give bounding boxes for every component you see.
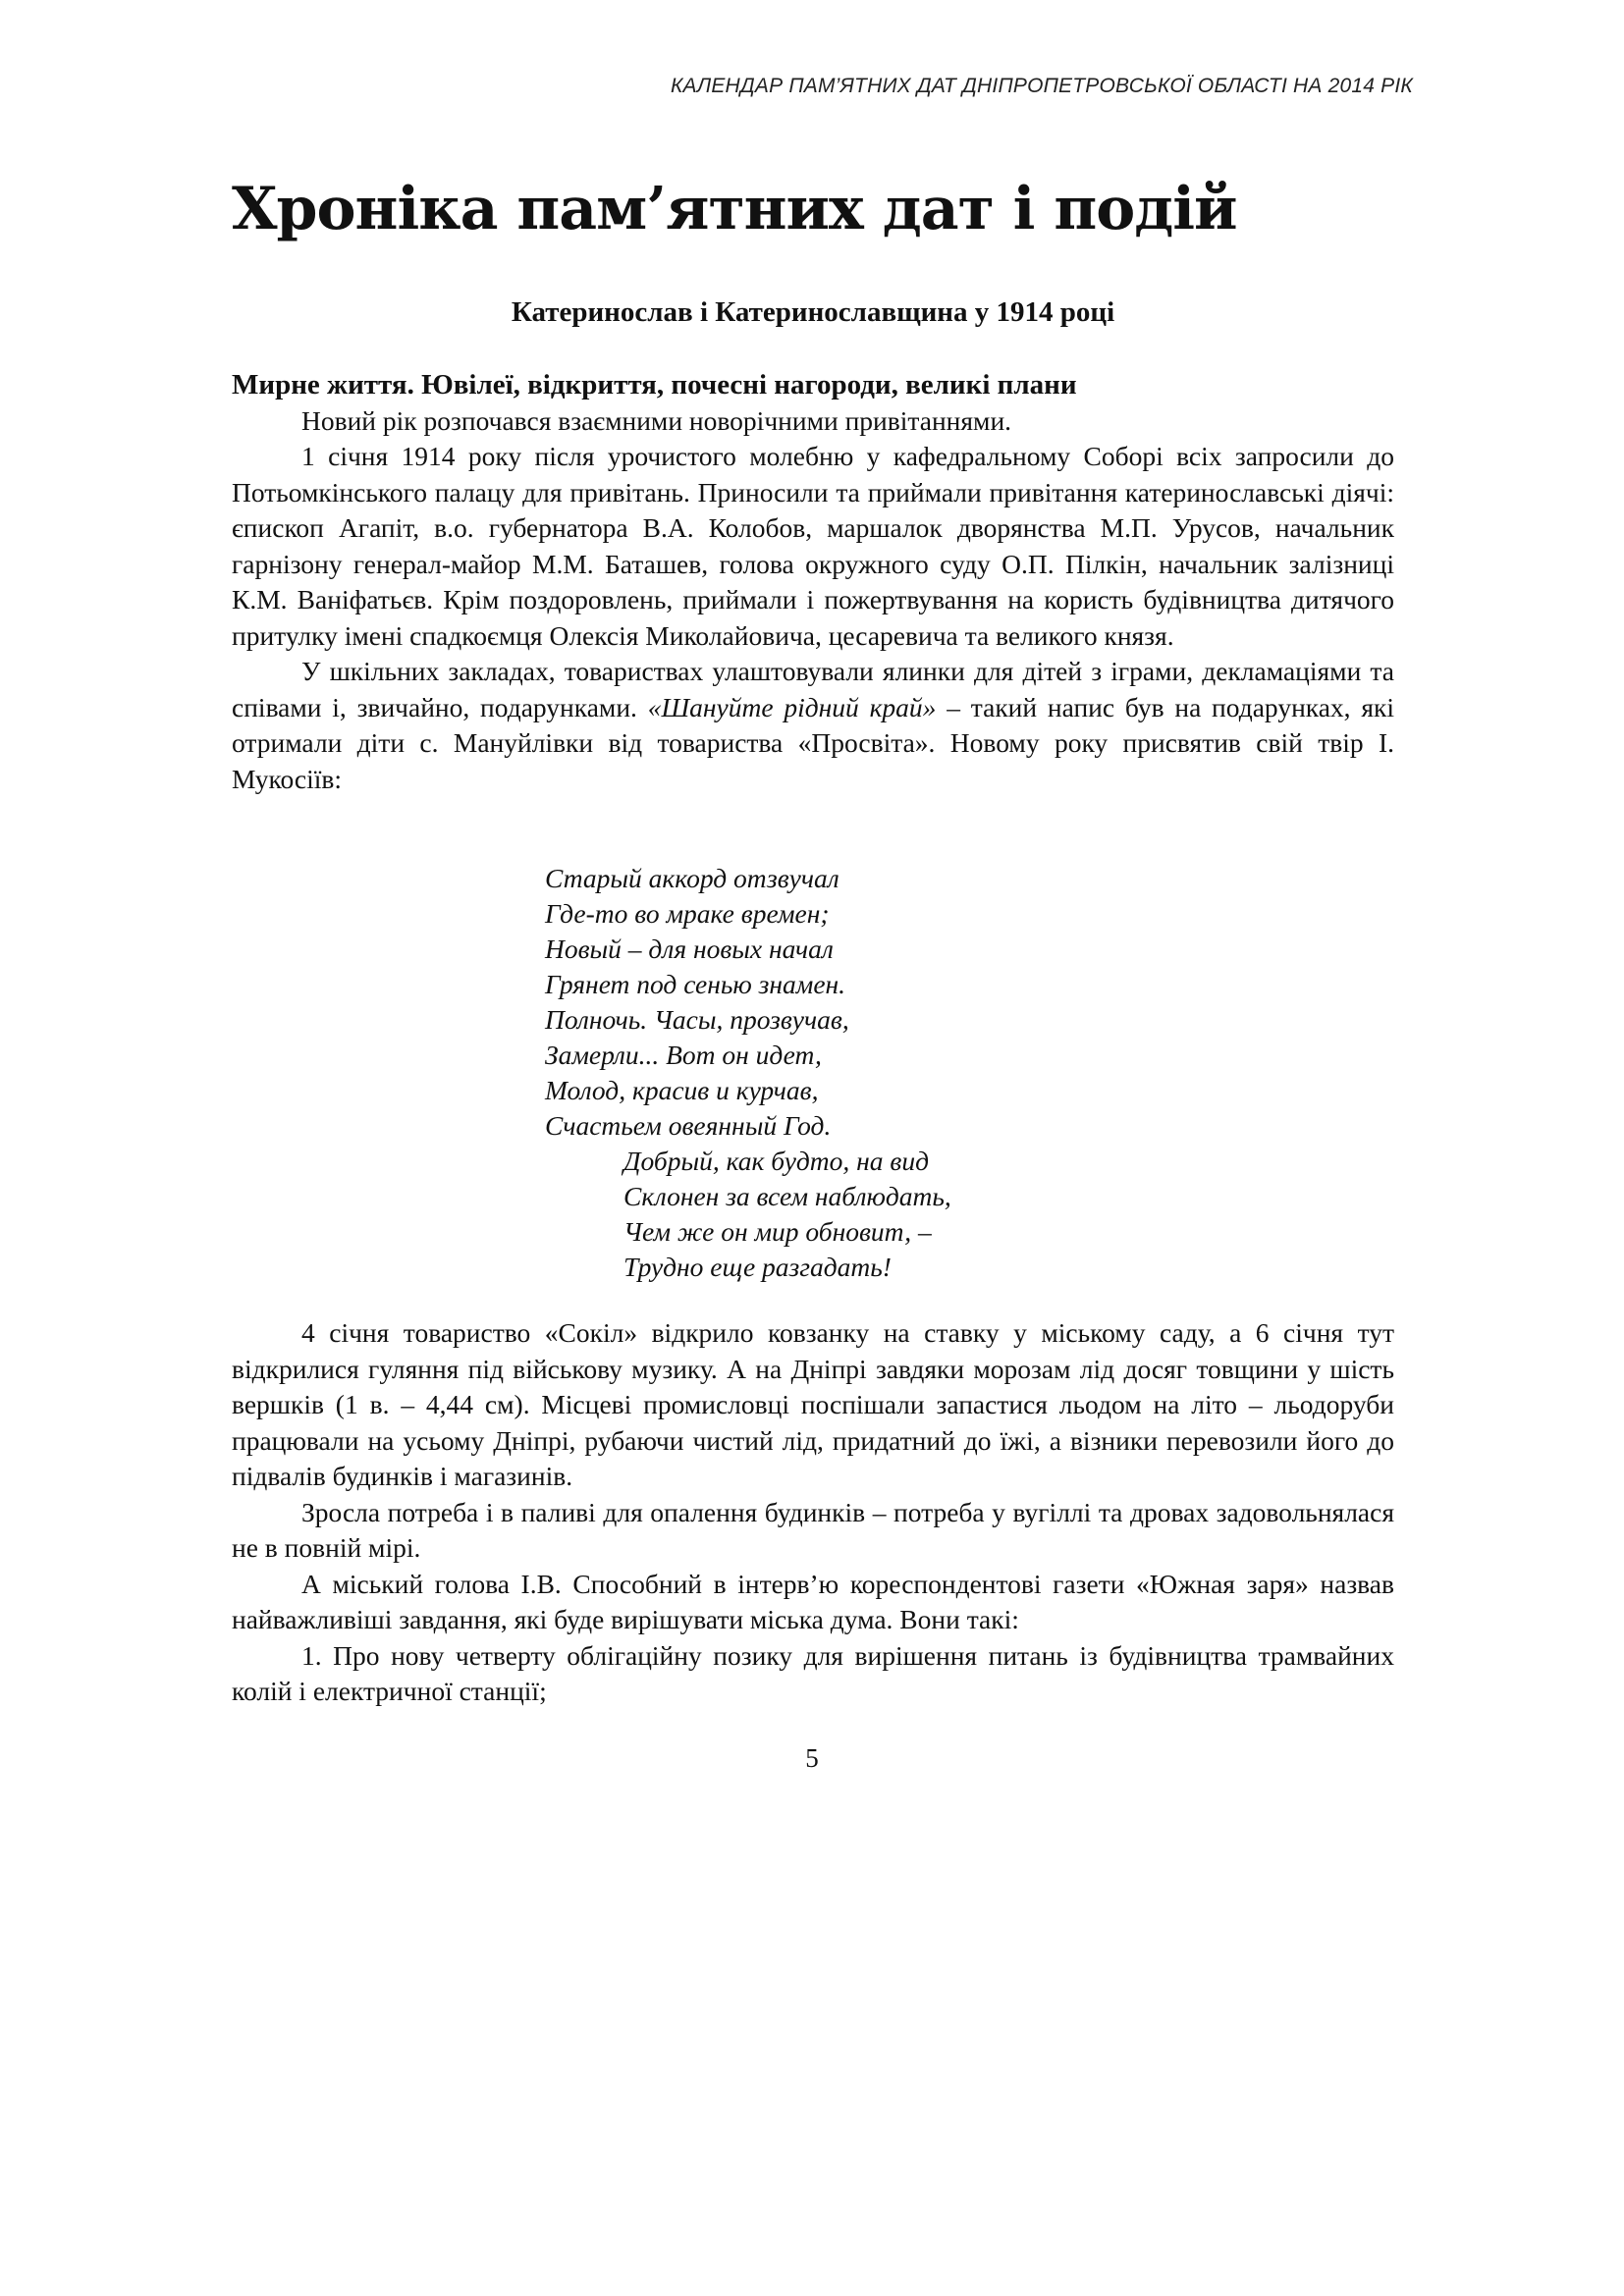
poem [545,861,951,1285]
poem-line: Новый – для новых начал [545,934,834,964]
running-header: КАЛЕНДАР ПАМ’ЯТНИХ ДАТ ДНІПРОПЕТРОВСЬКОЇ ОБЛАСТІ НА 2014 РІК [670,75,1413,97]
poem-line: Грянет под сенью знамен. [545,969,846,999]
paragraph-text: У шкільних закладах, товариствах улаштовували ялинки для дітей з іграми, декламаціями та співами і, звичайно, подарунками. [232,656,1394,722]
page-number: 5 [805,1743,819,1773]
paragraph-yalynky [232,654,1394,797]
poem-line: Замерли... Вот он идет, [545,1040,822,1070]
poem-line: Где-то во мраке времен; [545,898,830,929]
page-title: Хроніка пам’ятних дат і подій [232,175,1237,243]
text-block-after-poem [232,1315,1394,1710]
poem-line: Полночь. Часы, прозвучав, [545,1004,849,1035]
paragraph: Зросла потреба і в паливі для опалення будинків – потреба у вугіллі та дровах задовольнялася не в повній мірі. [232,1496,1394,1563]
paragraph: 4 січня товариство «Сокіл» відкрило ковзанку на ставку у міському саду, а 6 січня тут відкрилися гуляння під військову музику. А на Дніпрі завдяки морозам лід досяг товщини у шість вершків (1 в. – 4,44 см). Місцеві промисловці поспішали запастися льодом на літо – льодоруби працювали на усьому Дніпрі, рубаючи чистий лід, придатний до їжі, а візники перевозили його до підвалів будинків і магазинів. [232,1317,1394,1491]
poem-line-indented: Добрый, как будто, на вид [623,1146,929,1176]
paragraph: 1. Про нову четверту облігаційну позику для вирішення питань із будівництва трамвайних колій і електричної станції; [232,1639,1394,1706]
paragraph: 1 січня 1914 року після урочистого молебню у кафедральному Соборі всіх запросили до Потьомкінського палацу для привітань. Приносили та приймали привітання катеринославські діячі: єпископ Агапіт, в.о. губернатора В.А. Колобов, маршалок дворянства М.П. Урусов, начальник гарнізону генерал-майор М.М. Баташев, голова окружного суду О.П. Пілкін, начальник залізниці К.М. Ваніфатьєв. Крім поздоровлень, приймали і пожертвування на користь будівництва дитячого притулку імені спадкоємця Олексія Миколайовича, цесаревича та великого князя. [232,441,1394,651]
poem-line-indented: Чем же он мир обновит, – [623,1216,932,1247]
poem-line: Счастьем овеянный Год. [545,1110,832,1141]
italic-quote: «Шануйте рідний край» [647,691,937,722]
paragraph: А міський голова І.В. Способний в інтерв’ю кореспондентові газети «Южная заря» назвав найважливіші завдання, які буде вирішувати міська дума. Вони такі: [232,1568,1394,1634]
text-block-before-poem [232,367,1394,797]
paragraph-text: – такий напис був на подарунках, які отримали діти с. Мануйлівки від товариства «Просвіта». Новому року присвятив свій твір І. Мукосіїв: [232,691,1394,794]
poem-line: Старый аккорд отзвучал [545,863,839,893]
subsection-title: Мирне життя. Ювілеї, відкриття, почесні нагороди, великі плани [232,369,1077,400]
paragraph: Новий рік розпочався взаємними новорічними привітаннями. [301,404,1012,436]
poem-line-indented: Склонен за всем наблюдать, [623,1181,951,1211]
section-title: Катеринослав і Катеринославщина у 1914 році [511,296,1115,328]
poem-line-indented: Трудно еще разгадать! [623,1252,892,1282]
poem-line: Молод, красив и курчав, [545,1075,819,1105]
